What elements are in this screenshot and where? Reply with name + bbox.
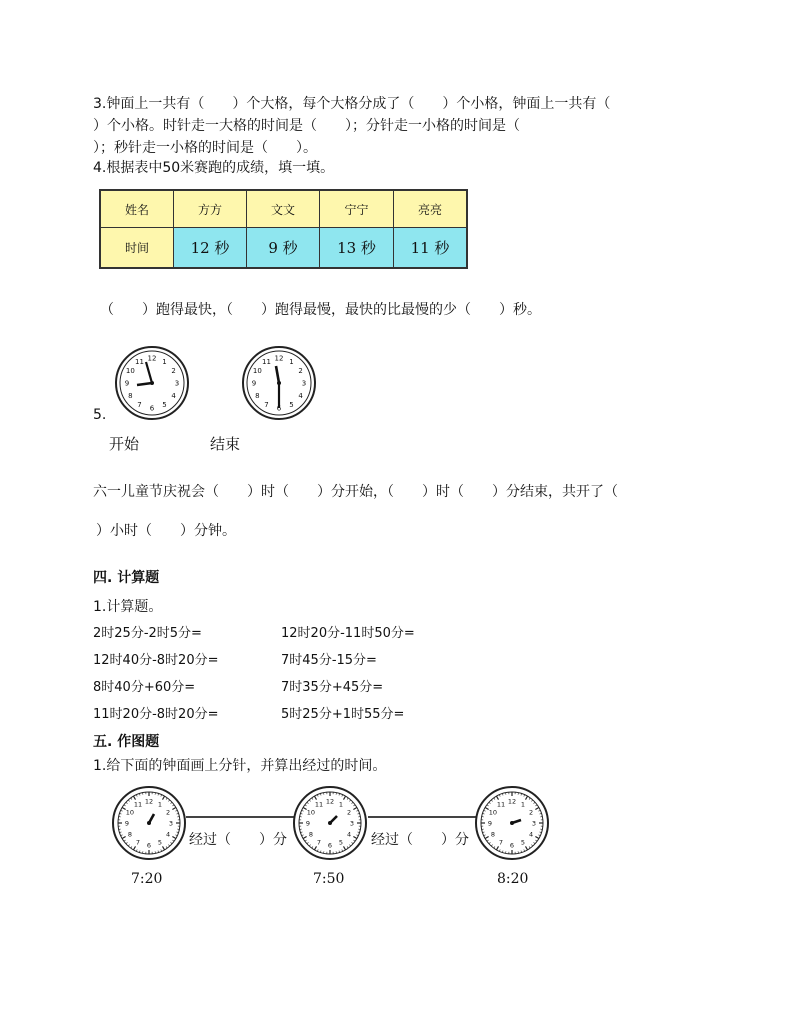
clock-numeral: 2 <box>298 367 303 376</box>
clock-numeral: 7 <box>498 838 504 847</box>
clock-numeral: 12 <box>507 797 517 806</box>
calc-right-3: 7时35分+45分= <box>281 680 384 695</box>
q5-line-1: 六一儿童节庆祝会（ ）时（ ）分开始，（ ）时（ ）分结束，共开了（ <box>93 484 618 500</box>
clock-numeral: 8 <box>255 392 260 401</box>
clock-numeral: 11 <box>262 357 271 366</box>
clock-numeral: 2 <box>171 367 176 376</box>
cell-time-1: 12 秒 <box>174 228 247 269</box>
calc-right-2: 7时45分-15分= <box>281 653 377 668</box>
clock-numeral: 8 <box>128 392 133 401</box>
label-start: 开始 <box>109 435 140 453</box>
clock-numeral: 11 <box>496 800 506 809</box>
clock-start <box>114 345 190 421</box>
cell-name-1: 方方 <box>174 190 247 228</box>
clock-numeral: 10 <box>252 367 262 376</box>
question-3 <box>93 93 610 159</box>
cell-row-label-name: 姓名 <box>100 190 174 228</box>
clock-numeral: 5 <box>157 838 163 847</box>
clock-numeral: 11 <box>314 800 324 809</box>
clock-numeral: 8 <box>490 830 496 839</box>
q3-line-2: ）个小格。时针走一大格的时间是（ ）；分针走一小格的时间是（ <box>93 118 520 134</box>
cell-row-label-time: 时间 <box>100 228 174 269</box>
clock-numeral: 10 <box>125 367 135 376</box>
elapsed-text-1: 经过（ ）分 <box>189 832 287 848</box>
clock-numeral: 7 <box>137 401 142 410</box>
clock-numeral: 2 <box>346 808 352 817</box>
clock-numeral: 1 <box>520 800 526 809</box>
clock-numeral: 7 <box>135 838 141 847</box>
cell-time-3: 13 秒 <box>320 228 394 269</box>
cell-time-2: 9 秒 <box>247 228 320 269</box>
race-results-table <box>99 189 468 269</box>
clock-numeral: 12 <box>274 354 284 363</box>
clock-numeral: 12 <box>147 354 157 363</box>
clock-numeral: 7 <box>316 838 322 847</box>
clock-numeral: 6 <box>146 841 152 850</box>
clock-numeral: 9 <box>251 379 257 388</box>
clock-numeral: 3 <box>174 379 180 388</box>
q3-line-3: ）；秒针走一小格的时间是（ ）。 <box>93 140 317 156</box>
draw-subtitle: 1.给下面的钟面画上分针，并算出经过的时间。 <box>93 758 387 774</box>
clock-numeral: 4 <box>298 392 303 401</box>
q3-line-1: 3.钟面上一共有（ ）个大格，每个大格分成了（ ）个小格，钟面上一共有（ <box>93 96 611 112</box>
clock-numeral: 5 <box>520 838 526 847</box>
q4-title: 4.根据表中50米赛跑的成绩，填一填。 <box>93 160 335 176</box>
clock-numeral: 4 <box>528 830 534 839</box>
cell-time-4: 11 秒 <box>394 228 468 269</box>
time-label-2: 7:50 <box>313 871 345 887</box>
q5-line-2: ）小时（ ）分钟。 <box>96 523 236 539</box>
clock-numeral: 1 <box>157 800 163 809</box>
draw-clock-2 <box>292 785 368 861</box>
clock-numeral: 10 <box>306 808 316 817</box>
clock-numeral: 11 <box>135 357 144 366</box>
calc-subtitle: 1.计算题。 <box>93 599 163 615</box>
clock-numeral: 1 <box>289 357 294 366</box>
clock-numeral: 8 <box>127 830 133 839</box>
clock-numeral: 9 <box>305 819 311 828</box>
clock-numeral: 3 <box>301 379 307 388</box>
calc-left-4: 11时20分-8时20分= <box>93 707 219 722</box>
calc-right-1: 12时20分-11时50分= <box>281 626 415 641</box>
clock-numeral: 1 <box>162 357 167 366</box>
clock-numeral: 9 <box>124 819 130 828</box>
clock-numeral: 12 <box>144 797 154 806</box>
calc-left-1: 2时25分-2时5分= <box>93 626 202 641</box>
clock-numeral: 6 <box>509 841 515 850</box>
draw-clock-3 <box>474 785 550 861</box>
calc-left-3: 8时40分+60分= <box>93 680 196 695</box>
section-4-title: 四. 计算题 <box>93 570 160 586</box>
cell-name-3: 宁宁 <box>320 190 394 228</box>
table-row-names <box>100 190 467 228</box>
clock-numeral: 11 <box>133 800 143 809</box>
calc-left-2: 12时40分-8时20分= <box>93 653 219 668</box>
table-row-times <box>100 228 467 269</box>
label-end: 结束 <box>210 435 241 453</box>
clock-numeral: 3 <box>531 819 537 828</box>
clock-numeral: 4 <box>171 392 176 401</box>
clock-numeral: 9 <box>487 819 493 828</box>
clock-numeral: 9 <box>124 379 130 388</box>
clock-numeral: 7 <box>264 401 269 410</box>
clock-numeral: 6 <box>149 404 155 413</box>
clock-numeral: 8 <box>308 830 314 839</box>
clock-numeral: 3 <box>349 819 355 828</box>
clock-numeral: 6 <box>327 841 333 850</box>
clock-numeral: 2 <box>528 808 534 817</box>
q5-number: 5. <box>93 407 107 423</box>
clock-numeral: 10 <box>488 808 498 817</box>
cell-name-2: 文文 <box>247 190 320 228</box>
time-label-1: 7:20 <box>131 871 163 887</box>
calc-right-4: 5时25分+1时55分= <box>281 707 405 722</box>
q4-question: （ ）跑得最快，（ ）跑得最慢，最快的比最慢的少（ ）秒。 <box>100 302 541 318</box>
elapsed-text-2: 经过（ ）分 <box>371 832 469 848</box>
cell-name-4: 亮亮 <box>394 190 468 228</box>
clock-numeral: 5 <box>162 401 167 410</box>
section-5-title: 五. 作图题 <box>93 734 160 750</box>
connector-line-2 <box>368 816 476 818</box>
clock-numeral: 5 <box>289 401 294 410</box>
clock-numeral: 10 <box>125 808 135 817</box>
clock-numeral: 4 <box>165 830 171 839</box>
clock-numeral: 6 <box>276 404 282 413</box>
connector-line-1 <box>186 816 294 818</box>
clock-numeral: 12 <box>325 797 335 806</box>
clock-numeral: 2 <box>165 808 171 817</box>
draw-clock-1 <box>111 785 187 861</box>
clock-numeral: 1 <box>338 800 344 809</box>
clock-end <box>241 345 317 421</box>
clock-numeral: 3 <box>168 819 174 828</box>
clock-numeral: 5 <box>338 838 344 847</box>
time-label-3: 8:20 <box>497 871 529 887</box>
clock-numeral: 4 <box>346 830 352 839</box>
